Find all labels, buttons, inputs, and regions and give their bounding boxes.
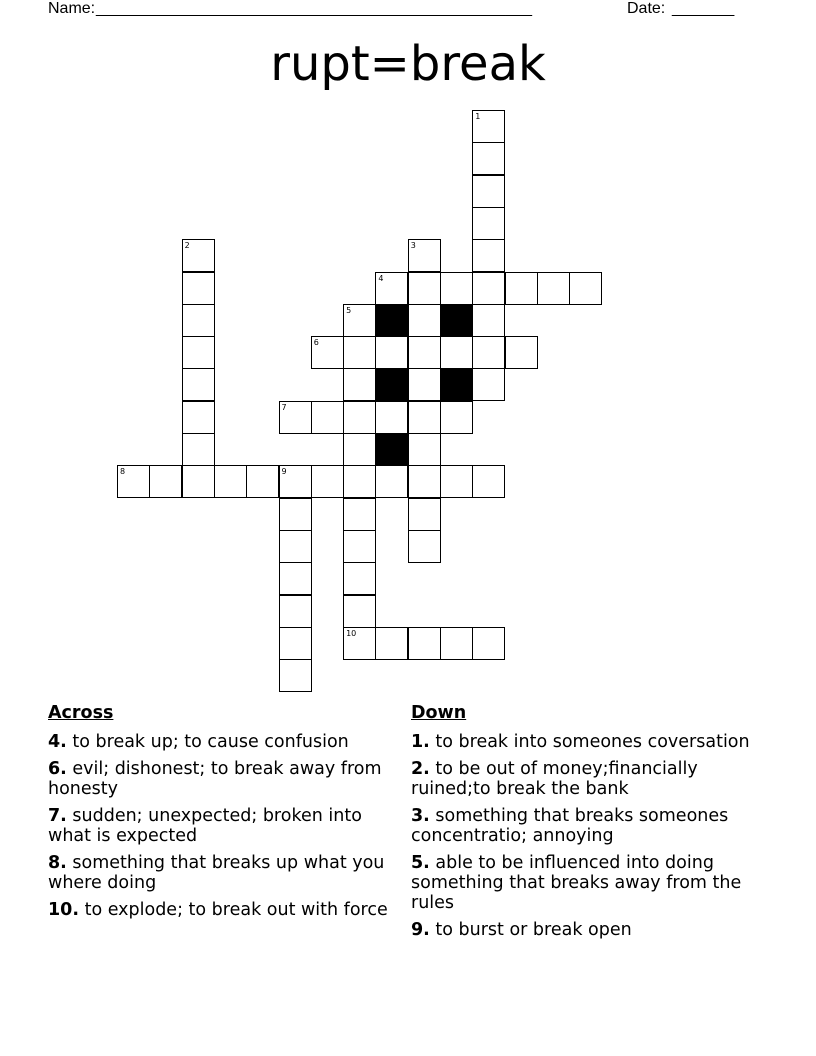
grid-cell[interactable] [408, 530, 441, 563]
grid-cell[interactable] [279, 627, 312, 660]
grid-cell[interactable] [408, 304, 441, 337]
clue-num: 5. [411, 853, 430, 873]
clue-text: something that breaks up what you where doing [48, 853, 385, 893]
grid-block [375, 368, 408, 401]
grid-cell[interactable] [408, 272, 441, 305]
grid-cell[interactable] [343, 530, 376, 563]
clue-num: 7. [48, 806, 67, 826]
grid-cell[interactable] [343, 465, 376, 498]
clue-num: 3. [411, 806, 430, 826]
clue-text: able to be influenced into doing something that breaks away from the rules [411, 853, 742, 913]
down-clues [411, 701, 781, 947]
grid-cell[interactable] [472, 207, 505, 240]
clue-item [48, 853, 388, 893]
clue-num: 9. [411, 920, 430, 940]
across-clues [48, 701, 388, 927]
grid-cell[interactable] [279, 659, 312, 692]
grid-cell[interactable] [472, 304, 505, 337]
clue-number: 4 [378, 273, 384, 283]
clue-item [48, 900, 388, 920]
grid-cell[interactable] [182, 368, 215, 401]
clue-number: 1 [475, 112, 481, 121]
grid-cell[interactable] [246, 465, 279, 498]
grid-block [375, 433, 408, 466]
clue-number: 8 [120, 467, 126, 477]
clue-text: something that breaks someones concentratio; annoying [411, 806, 729, 846]
down-list [411, 732, 781, 940]
grid-cell[interactable] [279, 562, 312, 595]
grid-cell[interactable] [472, 142, 505, 175]
clue-item [411, 732, 781, 752]
grid-cell[interactable] [408, 627, 441, 660]
clue-text: to be out of money;financially ruined;to break the bank [411, 759, 698, 799]
grid-cell[interactable] [408, 465, 441, 498]
grid-cell[interactable] [149, 465, 182, 498]
grid-cell[interactable] [182, 401, 215, 434]
clue-item [48, 732, 388, 752]
clue-item [411, 920, 781, 940]
grid-cell[interactable] [182, 336, 215, 369]
grid-cell[interactable] [311, 465, 344, 498]
grid-block [440, 368, 473, 401]
clue-text: to break into someones coversation [429, 732, 750, 752]
grid-cell[interactable] [214, 465, 247, 498]
grid-cell[interactable] [375, 465, 408, 498]
grid-cell[interactable] [408, 433, 441, 466]
clue-text: to burst or break open [429, 920, 632, 940]
grid-cell[interactable] [472, 110, 505, 143]
clue-text: evil; dishonest; to break away from honesty [48, 759, 382, 799]
grid-cell[interactable] [408, 336, 441, 369]
grid-cell[interactable] [343, 401, 376, 434]
clue-text: sudden; unexpected; broken into what is expected [48, 806, 362, 846]
grid-cell[interactable] [279, 401, 312, 434]
clue-num: 8. [48, 853, 67, 873]
grid-cell[interactable] [279, 595, 312, 628]
grid-cell[interactable] [472, 465, 505, 498]
grid-cell[interactable] [182, 272, 215, 305]
grid-cell[interactable] [408, 498, 441, 531]
grid-cell[interactable] [440, 401, 473, 434]
clue-number: 9 [281, 467, 287, 477]
across-list [48, 732, 388, 920]
name-line[interactable]: _________________________________________________ [96, 0, 533, 17]
grid-cell[interactable] [472, 627, 505, 660]
clue-number: 2 [184, 241, 190, 251]
grid-cell[interactable] [311, 401, 344, 434]
clue-num: 6. [48, 759, 67, 779]
grid-cell[interactable] [343, 595, 376, 628]
clue-num: 2. [411, 759, 430, 779]
clue-num: 4. [48, 732, 67, 752]
grid-cell[interactable] [182, 239, 215, 272]
grid-block [375, 304, 408, 337]
grid-cell[interactable] [343, 304, 376, 337]
clue-item [411, 853, 781, 913]
clue-num: 10. [48, 900, 80, 920]
grid-cell[interactable] [182, 465, 215, 498]
grid-cell[interactable] [505, 272, 538, 305]
grid-cell[interactable] [472, 336, 505, 369]
clue-item [411, 806, 781, 846]
clue-number: 10 [346, 628, 357, 638]
clue-number: 5 [346, 305, 352, 315]
grid-cell[interactable] [375, 401, 408, 434]
grid-cell[interactable] [311, 336, 344, 369]
grid-cell[interactable] [343, 498, 376, 531]
page-title: rupt=break [270, 36, 546, 92]
grid-cell[interactable] [182, 433, 215, 466]
grid-cell[interactable] [279, 530, 312, 563]
across-heading: Across [48, 703, 114, 723]
grid-cell[interactable] [279, 498, 312, 531]
grid-cell[interactable] [375, 627, 408, 660]
grid-cell[interactable] [343, 433, 376, 466]
grid-cell[interactable] [375, 336, 408, 369]
grid-cell[interactable] [182, 304, 215, 337]
name-label: Name: [48, 0, 96, 17]
grid-cell[interactable] [569, 272, 602, 305]
grid-cell[interactable] [279, 465, 312, 498]
clue-text: to break up; to cause confusion [66, 732, 349, 752]
grid-cell[interactable] [408, 239, 441, 272]
grid-cell[interactable] [440, 465, 473, 498]
grid-cell[interactable] [537, 272, 570, 305]
grid-cell[interactable] [472, 368, 505, 401]
down-heading: Down [411, 703, 467, 723]
grid-cell[interactable] [408, 368, 441, 401]
grid-cell[interactable] [408, 401, 441, 434]
grid-block [440, 304, 473, 337]
grid-cell[interactable] [343, 336, 376, 369]
grid-cell[interactable] [343, 562, 376, 595]
clue-number: 7 [281, 402, 287, 412]
clue-num: 1. [411, 732, 430, 752]
grid-cell[interactable] [440, 627, 473, 660]
clue-item [48, 806, 388, 846]
clue-item [411, 759, 781, 799]
grid-cell[interactable] [440, 336, 473, 369]
clue-number: 6 [313, 338, 319, 348]
clue-text: to explode; to break out with force [79, 900, 388, 920]
clue-item [48, 759, 388, 799]
grid-cell[interactable] [472, 175, 505, 208]
grid-cell[interactable] [343, 368, 376, 401]
date-label: Date: [627, 0, 666, 17]
grid-cell[interactable] [343, 627, 376, 660]
grid-cell[interactable] [117, 465, 150, 498]
grid-cell[interactable] [505, 336, 538, 369]
grid-cell[interactable] [472, 272, 505, 305]
grid-cell[interactable] [472, 239, 505, 272]
date-line[interactable]: _______ [672, 0, 735, 17]
grid-cell[interactable] [375, 272, 408, 305]
grid-cell[interactable] [440, 272, 473, 305]
clue-number: 3 [410, 241, 416, 251]
